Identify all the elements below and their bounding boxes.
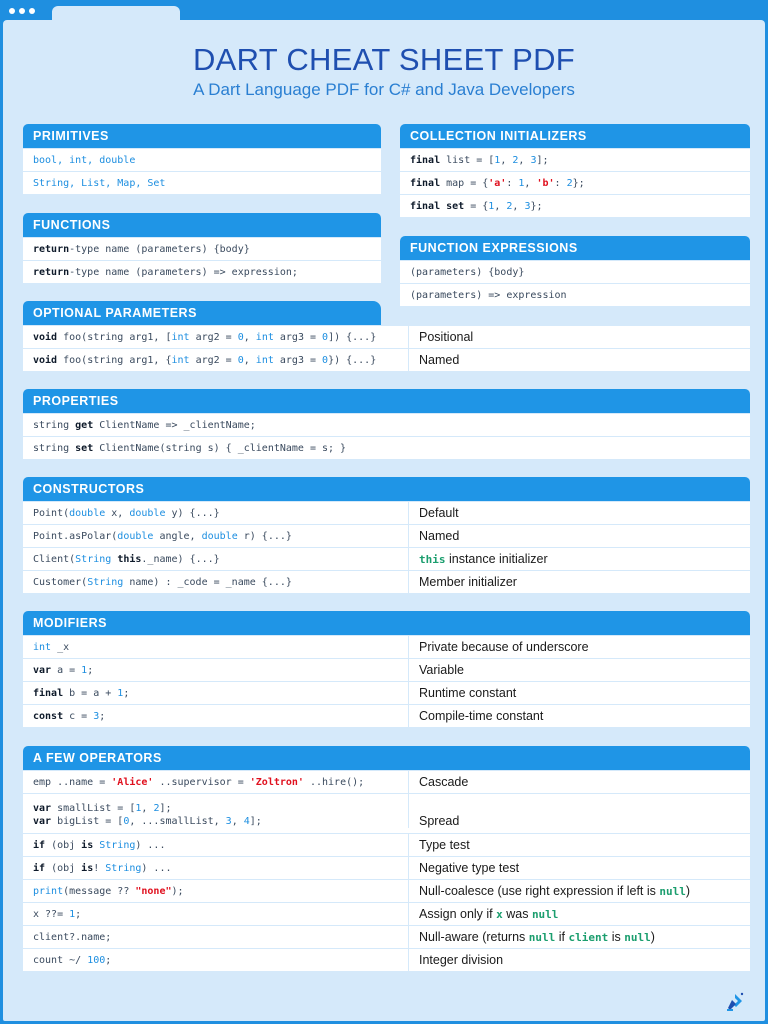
functions-section [23,213,381,283]
table-row [23,681,750,704]
table-row [23,501,750,524]
section-title: FUNCTIONS [23,213,381,237]
table-row [23,413,750,436]
table-row [23,237,381,260]
code-snippet: client?.name; [23,926,409,948]
table-row [23,524,750,547]
table-row [23,635,750,658]
code-snippet: final b = a + 1 ; [23,682,409,704]
code-snippet: const c = 3 ; [23,705,409,727]
description: Default [419,506,459,520]
code-snippet: String, List, Map, Set [33,177,166,189]
code-snippet: string get ClientName => _clientName; [33,419,256,431]
section-title: PRIMITIVES [23,124,381,148]
table-row [23,148,381,171]
table-row [400,260,750,283]
operators-section [23,746,750,971]
table-row [23,436,750,459]
section-title: MODIFIERS [23,611,750,635]
constructors-section [23,477,750,593]
table-row [23,833,750,856]
modifiers-section [23,611,750,727]
table-row [23,925,750,948]
table-row [23,658,750,681]
description: Cascade [419,775,469,789]
code-snippet: (parameters) {body} [410,266,525,278]
description: this instance initializer [419,552,548,566]
window-dot-icon [19,8,25,14]
code-snippet: emp ..name = 'Alice' ..supervisor = 'Zoltron' ..hire(); [23,771,409,793]
description: Member initializer [419,575,517,589]
description: Variable [419,663,464,677]
properties-section [23,389,750,459]
primitives-section [23,124,381,194]
code-snippet: final set = {1, 2, 3}; [410,200,543,212]
collection-initializers-section [400,124,750,217]
code-snippet: var smallList = [1, 2]; var bigList = [0, ...smallList, 3, 4]; [23,794,409,828]
code-snippet: void foo(string arg1, [ int arg2 = 0 , int arg3 = 0 ]) {...} [23,326,409,348]
section-title: OPTIONAL PARAMETERS [23,301,381,325]
section-title: A FEW OPERATORS [23,746,750,770]
description: Private because of underscore [419,640,589,654]
table-row [23,260,381,283]
table-row [23,348,750,371]
section-title: CONSTRUCTORS [23,477,750,501]
code-snippet: void foo(string arg1, { int arg2 = 0 , int arg3 = 0 }) {...} [23,349,409,371]
code-snippet: print (message ?? "none" ); [23,880,409,902]
table-row [23,570,750,593]
table-row [23,793,750,833]
table-row [23,902,750,925]
toptal-logo-icon [724,992,744,1014]
optional-parameters-section [23,301,750,371]
description: Compile-time constant [419,709,544,723]
description: Runtime constant [419,686,517,700]
code-snippet: (parameters) => expression [410,289,567,301]
code-snippet: bool, int, double [33,154,136,166]
page-title: DART CHEAT SHEET PDF [192,42,576,77]
code-snippet: Client( String this ._name) {...} [23,548,409,570]
description: Integer division [419,953,504,967]
table-row [23,948,750,971]
table-row [400,171,750,194]
section-title: FUNCTION EXPRESSIONS [400,236,750,260]
description: Named [419,529,460,543]
code-snippet: int _x [23,636,409,658]
code-snippet: return-type name (parameters) => expression; [33,266,298,278]
code-snippet: Customer( String name) : _code = _name {...} [23,571,409,593]
description: Assign only if x was null [419,907,559,921]
description: Negative type test [419,861,520,875]
code-snippet: x ??= 1 ; [23,903,409,925]
table-row [23,547,750,570]
code-snippet: Point.asPolar( double angle, double r) {...} [23,525,409,547]
table-row [400,194,750,217]
table-row [23,856,750,879]
table-row [23,325,750,348]
code-snippet: if (obj is ! String ) ... [23,857,409,879]
page-subtitle: A Dart Language PDF for C# and Java Developers [193,80,575,99]
code-snippet: Point( double x, double y) {...} [23,502,409,524]
code-snippet: return-type name (parameters) {body} [33,243,250,255]
function-expressions-section [400,236,750,306]
window-dot-icon [29,8,35,14]
section-title: COLLECTION INITIALIZERS [400,124,750,148]
table-row [23,171,381,194]
code-snippet: final list = [1, 2, 3]; [410,154,549,166]
code-snippet: final map = {'a': 1, 'b': 2}; [410,177,585,189]
description: Named [419,353,460,367]
description: Type test [419,838,470,852]
code-snippet: if (obj is String ) ... [23,834,409,856]
code-snippet: count ~/ 100 ; [23,949,409,971]
table-row [23,704,750,727]
table-row [23,770,750,793]
code-snippet: var a = 1 ; [23,659,409,681]
description: Null-coalesce (use right expression if left is null) [419,884,691,898]
window-chrome [0,0,768,22]
description: Null-aware (returns null if client is null) [419,930,655,944]
window-dot-icon [9,8,15,14]
section-title: PROPERTIES [23,389,750,413]
description: Spread [419,814,460,828]
table-row [400,148,750,171]
code-snippet: string set ClientName(string s) { _clientName = s; } [33,442,347,454]
description: Positional [419,330,474,344]
table-row [23,879,750,902]
